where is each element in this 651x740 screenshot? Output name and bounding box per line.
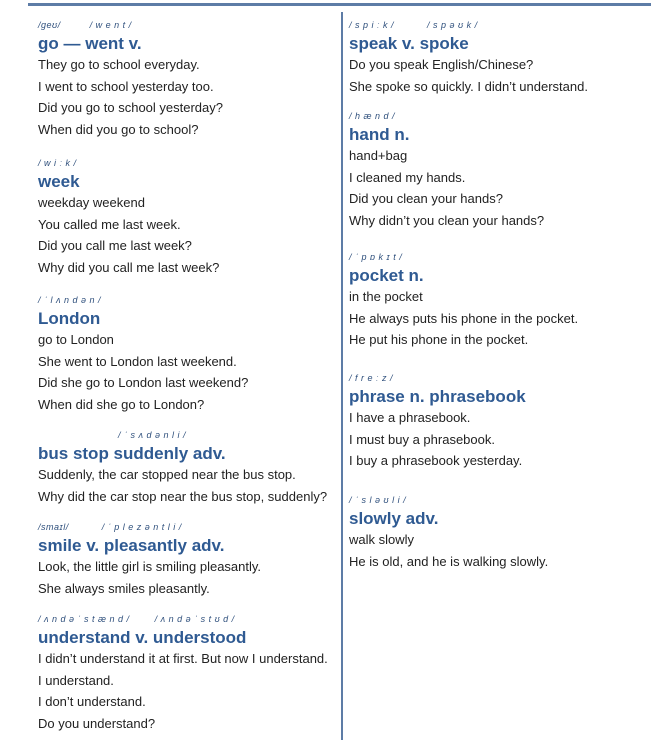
example-line: When did she go to London? bbox=[38, 396, 205, 412]
example-line: Did you call me last week? bbox=[38, 238, 192, 253]
phonetic: / ʌ n d ə ˈ s t æ n d / bbox=[38, 614, 130, 624]
example-line: hand+bag bbox=[349, 148, 408, 163]
example-line: You called me last week. bbox=[38, 216, 181, 232]
phonetic: / h æ n d / bbox=[349, 111, 396, 121]
entry-hand bbox=[349, 111, 649, 231]
phonetic: / ˈ s ʌ d ə n l i / bbox=[118, 430, 187, 440]
phonetic-row bbox=[38, 614, 338, 628]
headword: hand n. bbox=[349, 125, 410, 144]
phonetic: / ʌ n d ə ˈ s t ʊ d / bbox=[154, 614, 235, 624]
entry-phrase bbox=[349, 373, 649, 472]
example-line: I understand. bbox=[38, 672, 114, 688]
phonetic-row bbox=[349, 20, 649, 34]
example-line: I have a phrasebook. bbox=[349, 410, 471, 425]
example-line: Do you understand? bbox=[38, 715, 156, 731]
phonetic-row bbox=[349, 111, 649, 125]
example-line: Why didn’t you clean your hands? bbox=[349, 212, 545, 228]
entry-suddenly bbox=[38, 430, 338, 507]
headword: speak v. spoke bbox=[349, 34, 469, 53]
phonetic-row bbox=[38, 158, 338, 172]
entry-speak bbox=[349, 20, 649, 97]
example-line: She spoke so quickly. I didn’t understand. bbox=[349, 78, 588, 94]
example-line: I went to school yesterday too. bbox=[38, 78, 214, 94]
headword: go — went v. bbox=[38, 34, 142, 53]
column-divider bbox=[341, 12, 343, 740]
phonetic: / w e n t / bbox=[89, 20, 132, 30]
headword: London bbox=[38, 309, 101, 328]
example-line: weekday weekend bbox=[38, 195, 145, 210]
headword: phrase n. phrasebook bbox=[349, 387, 526, 406]
example-line: Did you clean your hands? bbox=[349, 191, 503, 206]
example-line: walk slowly bbox=[349, 532, 415, 547]
entry-london bbox=[38, 295, 338, 415]
example-line: in the pocket bbox=[349, 289, 423, 304]
phonetic: / s p i ː k / bbox=[349, 20, 395, 30]
entry-slowly bbox=[349, 495, 649, 572]
entry-week bbox=[38, 158, 338, 278]
phonetic: / ˈ s l ə ʊ l i / bbox=[349, 495, 407, 505]
phonetic-row bbox=[38, 430, 338, 444]
entry-pocket bbox=[349, 252, 649, 351]
example-line: Why did the car stop near the bus stop, suddenly? bbox=[38, 488, 328, 504]
phonetic-row bbox=[349, 495, 649, 509]
phonetic-row bbox=[349, 373, 649, 387]
example-line: Why did you call me last week? bbox=[38, 259, 220, 275]
phonetic-row bbox=[38, 295, 338, 309]
example-line: When did you go to school? bbox=[38, 121, 199, 137]
example-line: Did you go to school yesterday? bbox=[38, 100, 223, 115]
example-line: I buy a phrasebook yesterday. bbox=[349, 453, 523, 468]
entry-understand bbox=[38, 614, 338, 734]
example-line: She went to London last weekend. bbox=[38, 353, 237, 369]
example-line: go to London bbox=[38, 332, 114, 347]
example-line: Do you speak English/Chinese? bbox=[349, 57, 534, 72]
example-line: Look, the little girl is smiling pleasantly. bbox=[38, 559, 262, 574]
phonetic: / ˈ p l e z ə n t l i / bbox=[101, 522, 182, 532]
phonetic-row bbox=[38, 20, 338, 34]
headword: pocket n. bbox=[349, 266, 424, 285]
example-line: I must buy a phrasebook. bbox=[349, 431, 495, 447]
example-line: Did she go to London last weekend? bbox=[38, 375, 249, 390]
phonetic: /smaɪl/ bbox=[38, 522, 69, 532]
example-line: I didn’t understand it at first. But now I understand. bbox=[38, 651, 328, 666]
example-line: I don’t understand. bbox=[38, 694, 146, 709]
phonetic: /geʊ/ bbox=[38, 20, 61, 30]
phonetic-row bbox=[349, 252, 649, 266]
headword: bus stop suddenly adv. bbox=[38, 444, 226, 463]
example-line: They go to school everyday. bbox=[38, 57, 200, 72]
headword: slowly adv. bbox=[349, 509, 439, 528]
headword: week bbox=[38, 172, 80, 191]
example-line: She always smiles pleasantly. bbox=[38, 580, 210, 596]
phonetic: / w i ː k / bbox=[38, 158, 77, 168]
headword: smile v. pleasantly adv. bbox=[38, 536, 225, 555]
example-line: I cleaned my hands. bbox=[349, 169, 466, 185]
phonetic-row bbox=[38, 522, 338, 536]
example-line: Suddenly, the car stopped near the bus stop. bbox=[38, 467, 296, 482]
entry-go bbox=[38, 20, 338, 140]
example-line: He put his phone in the pocket. bbox=[349, 332, 529, 347]
top-rule bbox=[28, 3, 651, 6]
phonetic: / ˈ l ʌ n d ə n / bbox=[38, 295, 102, 305]
phonetic: / f r e ː z / bbox=[349, 373, 394, 383]
headword: understand v. understood bbox=[38, 628, 247, 647]
example-line: He is old, and he is walking slowly. bbox=[349, 553, 549, 569]
phonetic: / s p ə ʊ k / bbox=[427, 20, 478, 30]
example-line: He always puts his phone in the pocket. bbox=[349, 310, 579, 326]
phonetic: / ˈ p ɒ k ɪ t / bbox=[349, 252, 403, 262]
entry-smile bbox=[38, 522, 338, 599]
